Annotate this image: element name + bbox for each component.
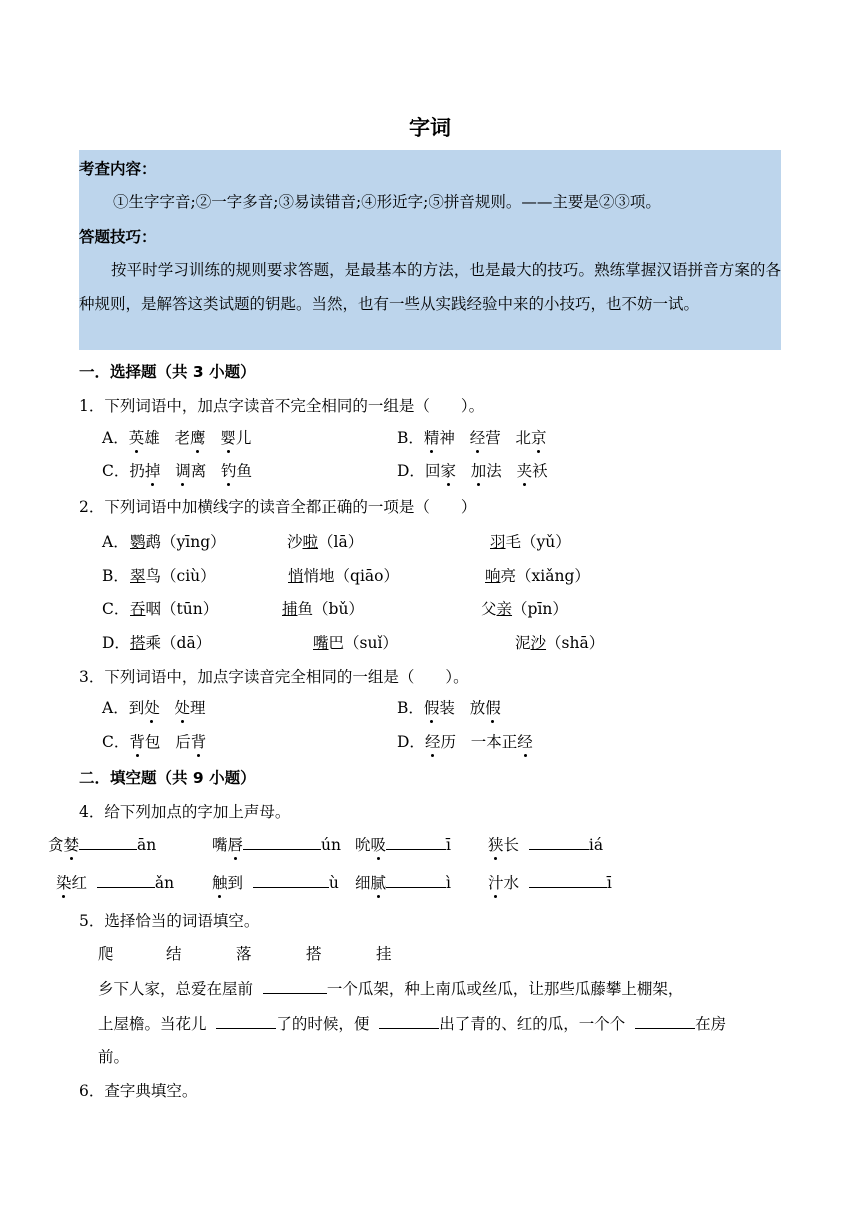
q4-item: 吮吸 ī xyxy=(355,833,451,855)
q1-stem: 1．下列词语中，加点字读音不完全相同的一组是（ ）。 xyxy=(79,397,485,415)
answer-blank[interactable] xyxy=(97,873,155,888)
answer-blank[interactable] xyxy=(253,873,329,888)
answer-blank[interactable] xyxy=(263,979,327,994)
q3-stem: 3．下列词语中，加点字读音完全相同的一组是（ ）。 xyxy=(79,668,469,686)
content-heading: 考查内容： xyxy=(79,160,157,178)
answer-blank[interactable] xyxy=(243,835,321,850)
q1-option-d[interactable]: D．回家 加法 夹袄 xyxy=(397,459,548,481)
q3-option-b[interactable]: B．假装 放假 xyxy=(397,696,501,718)
q4-stem: 4．给下列加点的字加上声母。 xyxy=(79,803,291,821)
q5-stem: 5．选择恰当的词语填空。 xyxy=(79,912,260,930)
q2-b-item3: 响亮（xiǎng） xyxy=(485,567,590,585)
tips-heading: 答题技巧： xyxy=(79,228,157,246)
answer-blank[interactable] xyxy=(386,835,446,850)
q3-option-a[interactable]: A．到处 处理 xyxy=(102,696,206,718)
q5-word: 落 xyxy=(236,945,252,963)
q4-item: 染红 ǎn xyxy=(56,871,174,893)
q5-word: 结 xyxy=(166,945,182,963)
q2-c-item3: 父亲（pīn） xyxy=(481,600,568,618)
q4-item: 细腻 ì xyxy=(355,871,451,893)
q2-b-item1: 翠鸟（ciù） xyxy=(130,567,216,585)
answer-blank[interactable] xyxy=(216,1014,276,1029)
q2-option-c-label[interactable]: C． xyxy=(102,600,130,618)
q2-a-item2: 沙啦（lā） xyxy=(287,533,364,551)
q1-option-a[interactable]: A．英雄 老鹰 婴儿 xyxy=(102,426,251,448)
q4-item: 贪婪 ān xyxy=(48,833,156,855)
q2-d-item1: 搭乘（dā） xyxy=(130,634,212,652)
q2-option-b-label[interactable]: B． xyxy=(102,567,129,585)
q5-passage-line1: 乡下人家，总爱在屋前 一个瓜架，种上南瓜或丝瓜，让那些瓜藤攀上棚架， xyxy=(98,980,684,998)
q6-stem: 6．查字典填空。 xyxy=(79,1082,198,1100)
q2-option-d-label[interactable]: D． xyxy=(102,634,130,652)
q4-item: 嘴唇 ún xyxy=(212,833,341,855)
q5-word: 搭 xyxy=(306,945,322,963)
q4-item: 狭长 iá xyxy=(488,833,603,855)
q5-word: 挂 xyxy=(376,945,392,963)
answer-blank[interactable] xyxy=(635,1014,695,1029)
q1-option-c[interactable]: C．扔掉 调离 钓鱼 xyxy=(102,459,252,481)
q2-a-item3: 羽毛（yǔ） xyxy=(490,533,571,551)
q2-option-a-label[interactable]: A． xyxy=(102,533,129,551)
q2-c-item1: 吞咽（tūn） xyxy=(130,600,219,618)
q5-passage-line2: 上屋檐。当花儿 了的时候，便 出了青的、红的瓜，一个个 在房 xyxy=(98,1015,727,1033)
tips-text: 按平时学习训练的规则要求答题，是最基本的方法，也是最大的技巧。熟练掌握汉语拼音方案的各种规则，是解答这类试题的钥匙。当然，也有一些从实践经验中来的小技巧，也不妨一试。 xyxy=(79,261,781,313)
page-title: 字词 xyxy=(409,116,451,140)
q3-option-c[interactable]: C．背包 后背 xyxy=(102,730,206,752)
q4-item: 触到 ù xyxy=(212,871,339,893)
answer-blank[interactable] xyxy=(379,1014,439,1029)
q2-d-item2: 嘴巴（suǐ） xyxy=(313,634,398,652)
answer-blank[interactable] xyxy=(529,873,607,888)
q2-d-item3: 泥沙（shā） xyxy=(515,634,605,652)
q1-option-b[interactable]: B．精神 经营 北京 xyxy=(397,426,547,448)
answer-blank[interactable] xyxy=(529,835,589,850)
content-text: ①生字字音;②一字多音;③易读错音;④形近字;⑤拼音规则。——主要是②③项。 xyxy=(113,193,661,211)
q3-option-d[interactable]: D．经历 一本正经 xyxy=(397,730,533,752)
q2-b-item2: 悄悄地（qiāo） xyxy=(288,567,399,585)
section2-heading: 二．填空题（共 9 小题） xyxy=(79,769,256,787)
answer-blank[interactable] xyxy=(79,835,137,850)
q5-passage-line3: 前。 xyxy=(98,1048,130,1066)
answer-blank[interactable] xyxy=(386,873,446,888)
q4-item: 汁水 ī xyxy=(488,871,612,893)
section1-heading: 一．选择题（共 3 小题） xyxy=(79,363,256,381)
q5-word: 爬 xyxy=(98,945,114,963)
q2-c-item2: 捕鱼（bǔ） xyxy=(282,600,364,618)
q2-a-item1: 鹦鹉（yīng） xyxy=(130,533,226,551)
q2-stem: 2．下列词语中加横线字的读音全都正确的一项是（ ） xyxy=(79,498,477,516)
